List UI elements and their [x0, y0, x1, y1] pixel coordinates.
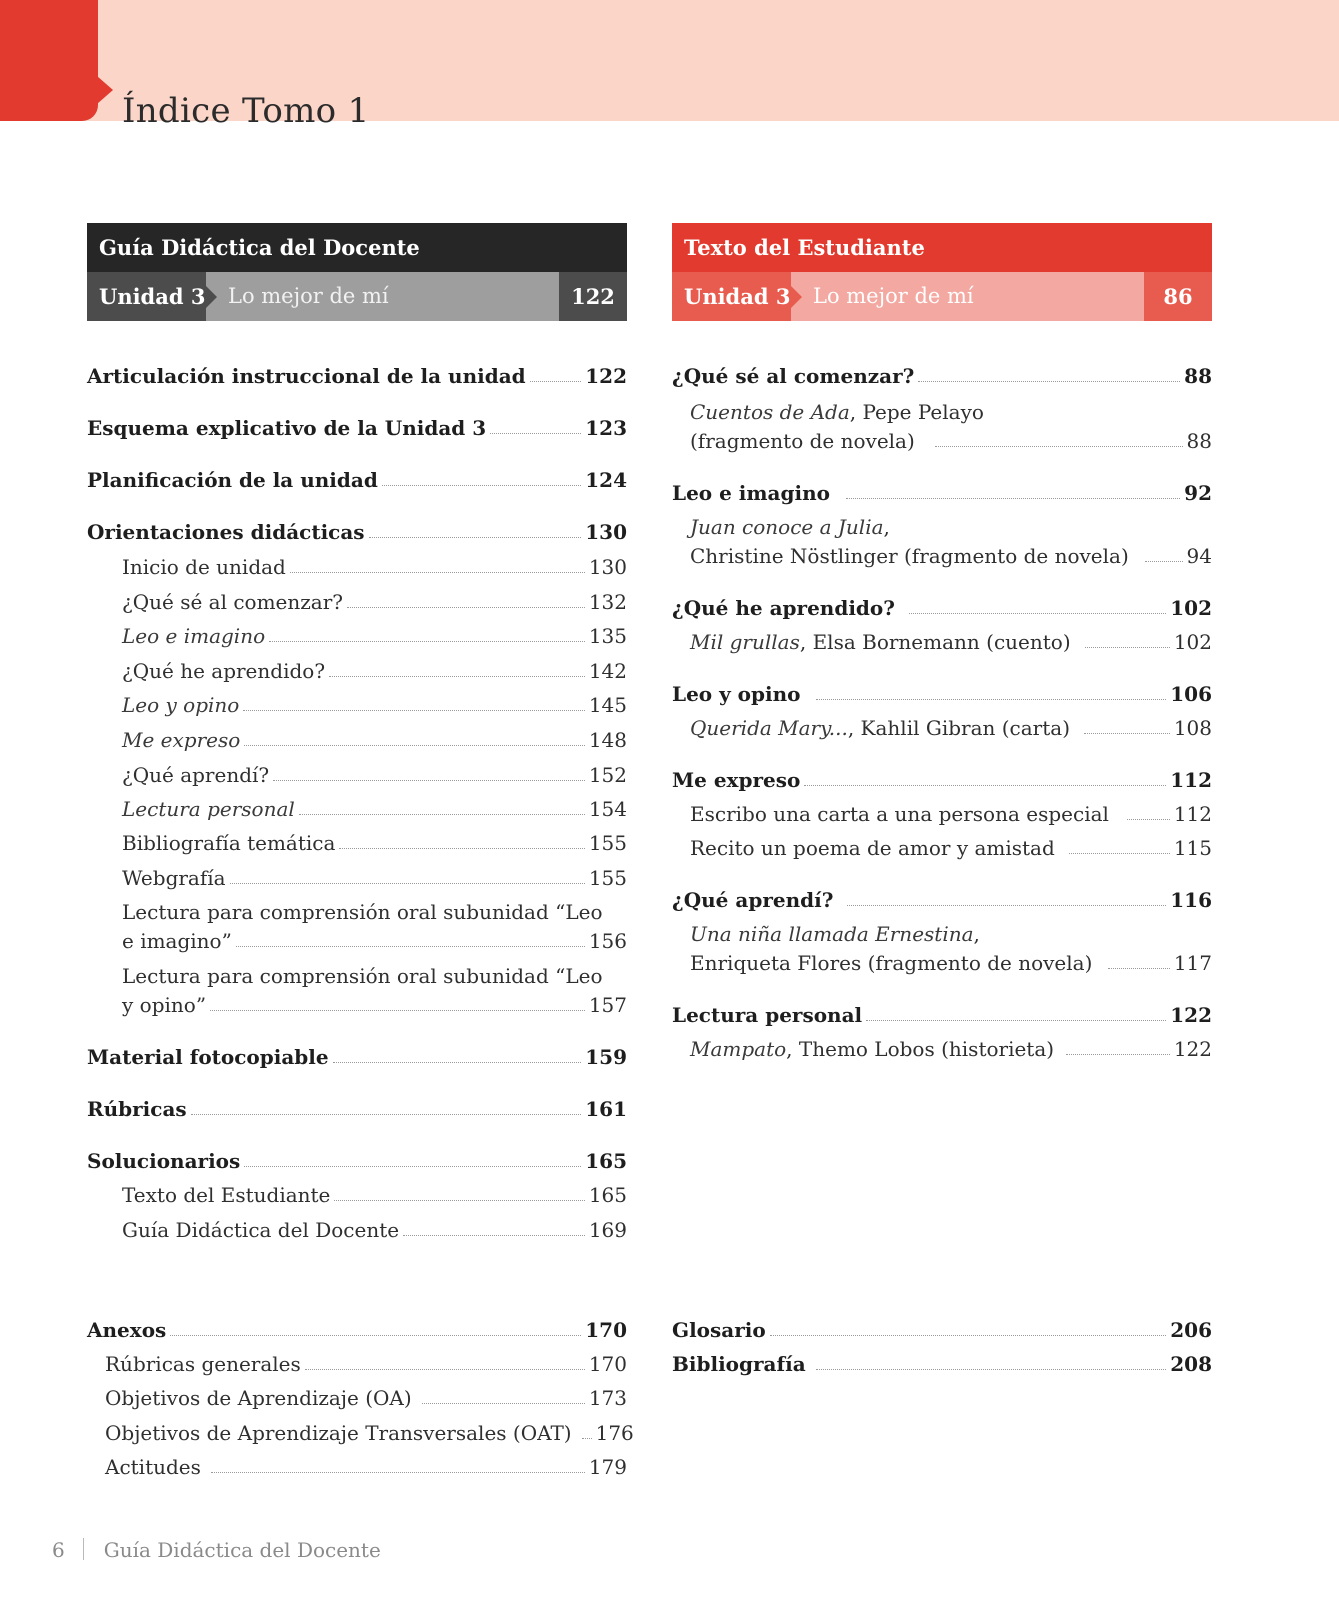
- header-arrow-icon: [97, 76, 113, 104]
- toc-entry[interactable]: Me expreso 112: [672, 768, 1212, 792]
- toc-entry[interactable]: ¿Qué he aprendido? 102: [672, 596, 1212, 620]
- toc-entry[interactable]: Lectura personal 122: [672, 1003, 1212, 1027]
- toc-subentry-line1: Cuentos de Ada, Pepe Pelayo: [690, 400, 984, 424]
- toc-subentry[interactable]: Inicio de unidad 130: [122, 555, 627, 579]
- unit-page-number: 122: [559, 272, 627, 321]
- toc-subentry-line1: Lectura para comprensión oral subunidad “Leo: [122, 900, 603, 924]
- unit-name: Lo mejor de mí: [791, 272, 1144, 321]
- teacher-guide-unit-bar: [87, 272, 627, 321]
- toc-entry-bibliography[interactable]: Bibliografía 208: [672, 1352, 1212, 1376]
- toc-subentry[interactable]: Objetivos de Aprendizaje Transversales (OAT) 176: [105, 1421, 634, 1445]
- toc-entry[interactable]: Material fotocopiable 159: [87, 1045, 627, 1069]
- toc-entry-annexes[interactable]: Anexos 170: [87, 1318, 627, 1342]
- toc-subentry[interactable]: ¿Qué sé al comenzar? 132: [122, 590, 627, 614]
- toc-subentry[interactable]: Webgrafía 155: [122, 866, 627, 890]
- toc-subentry[interactable]: Lectura personal 154: [122, 797, 627, 821]
- student-text-title: Texto del Estudiante: [672, 223, 1212, 272]
- student-text-unit-bar: [672, 272, 1212, 321]
- toc-subentry[interactable]: Mampato, Themo Lobos (historieta) 122: [690, 1037, 1212, 1061]
- toc-subentry[interactable]: e imagino” 156: [122, 929, 627, 953]
- toc-entry[interactable]: Leo e imagino 92: [672, 481, 1212, 505]
- toc-subentry[interactable]: ¿Qué aprendí? 152: [122, 763, 627, 787]
- toc-entry[interactable]: ¿Qué aprendí? 116: [672, 888, 1212, 912]
- toc-subentry[interactable]: Leo e imagino 135: [122, 624, 627, 648]
- unit-label: Unidad 3: [87, 272, 206, 321]
- toc-subentry-line1: Juan conoce a Julia,: [690, 515, 890, 539]
- toc-subentry[interactable]: Escribo una carta a una persona especial 112: [690, 802, 1212, 826]
- toc-entry[interactable]: Rúbricas 161: [87, 1097, 627, 1121]
- toc-subentry[interactable]: Enriqueta Flores (fragmento de novela) 117: [690, 951, 1212, 975]
- page-footer: [52, 1538, 381, 1562]
- toc-subentry[interactable]: Recito un poema de amor y amistad 115: [690, 836, 1212, 860]
- toc-subentry[interactable]: y opino” 157: [122, 993, 627, 1017]
- unit-label: Unidad 3: [672, 272, 791, 321]
- student-text-box: [672, 223, 1212, 321]
- toc-subentry[interactable]: Querida Mary..., Kahlil Gibran (carta) 108: [690, 716, 1212, 740]
- toc-subentry[interactable]: ¿Qué he aprendido? 142: [122, 659, 627, 683]
- toc-subentry[interactable]: Christine Nöstlinger (fragmento de novela) 94: [690, 544, 1212, 568]
- toc-subentry[interactable]: (fragmento de novela) 88: [690, 429, 1212, 453]
- book-title: Guía Didáctica del Docente: [103, 1538, 381, 1562]
- unit-page-number: 86: [1144, 272, 1212, 321]
- teacher-guide-box: [87, 223, 627, 321]
- header-tab: [0, 0, 98, 121]
- toc-subentry[interactable]: Guía Didáctica del Docente 169: [122, 1218, 627, 1242]
- toc-subentry[interactable]: Mil grullas, Elsa Bornemann (cuento) 102: [690, 630, 1212, 654]
- toc-entry[interactable]: Orientaciones didácticas 130: [87, 520, 627, 544]
- toc-subentry[interactable]: Rúbricas generales 170: [105, 1352, 627, 1376]
- toc-subentry-line1: Lectura para comprensión oral subunidad “Leo: [122, 964, 603, 988]
- toc-entry[interactable]: ¿Qué sé al comenzar? 88: [672, 364, 1212, 388]
- toc-subentry[interactable]: Me expreso 148: [122, 728, 627, 752]
- toc-subentry[interactable]: Leo y opino 145: [122, 693, 627, 717]
- unit-name: Lo mejor de mí: [206, 272, 559, 321]
- toc-entry[interactable]: Esquema explicativo de la Unidad 3 123: [87, 416, 627, 440]
- toc-subentry[interactable]: Actitudes 179: [105, 1455, 627, 1479]
- toc-entry[interactable]: Solucionarios 165: [87, 1149, 627, 1173]
- page-number: 6: [52, 1538, 65, 1562]
- toc-subentry[interactable]: Objetivos de Aprendizaje (OA) 173: [105, 1386, 627, 1410]
- toc-subentry[interactable]: Texto del Estudiante 165: [122, 1183, 627, 1207]
- toc-entry[interactable]: Leo y opino 106: [672, 682, 1212, 706]
- toc-entry-glossary[interactable]: Glosario 206: [672, 1318, 1212, 1342]
- teacher-guide-title: Guía Didáctica del Docente: [87, 223, 627, 272]
- toc-subentry-line1: Una niña llamada Ernestina,: [690, 922, 980, 946]
- toc-entry[interactable]: Planificación de la unidad 124: [87, 468, 627, 492]
- toc-entry[interactable]: Articulación instruccional de la unidad 122: [87, 364, 627, 388]
- footer-divider: [83, 1538, 84, 1560]
- toc-subentry[interactable]: Bibliografía temática 155: [122, 831, 627, 855]
- page-title: Índice Tomo 1: [122, 90, 370, 131]
